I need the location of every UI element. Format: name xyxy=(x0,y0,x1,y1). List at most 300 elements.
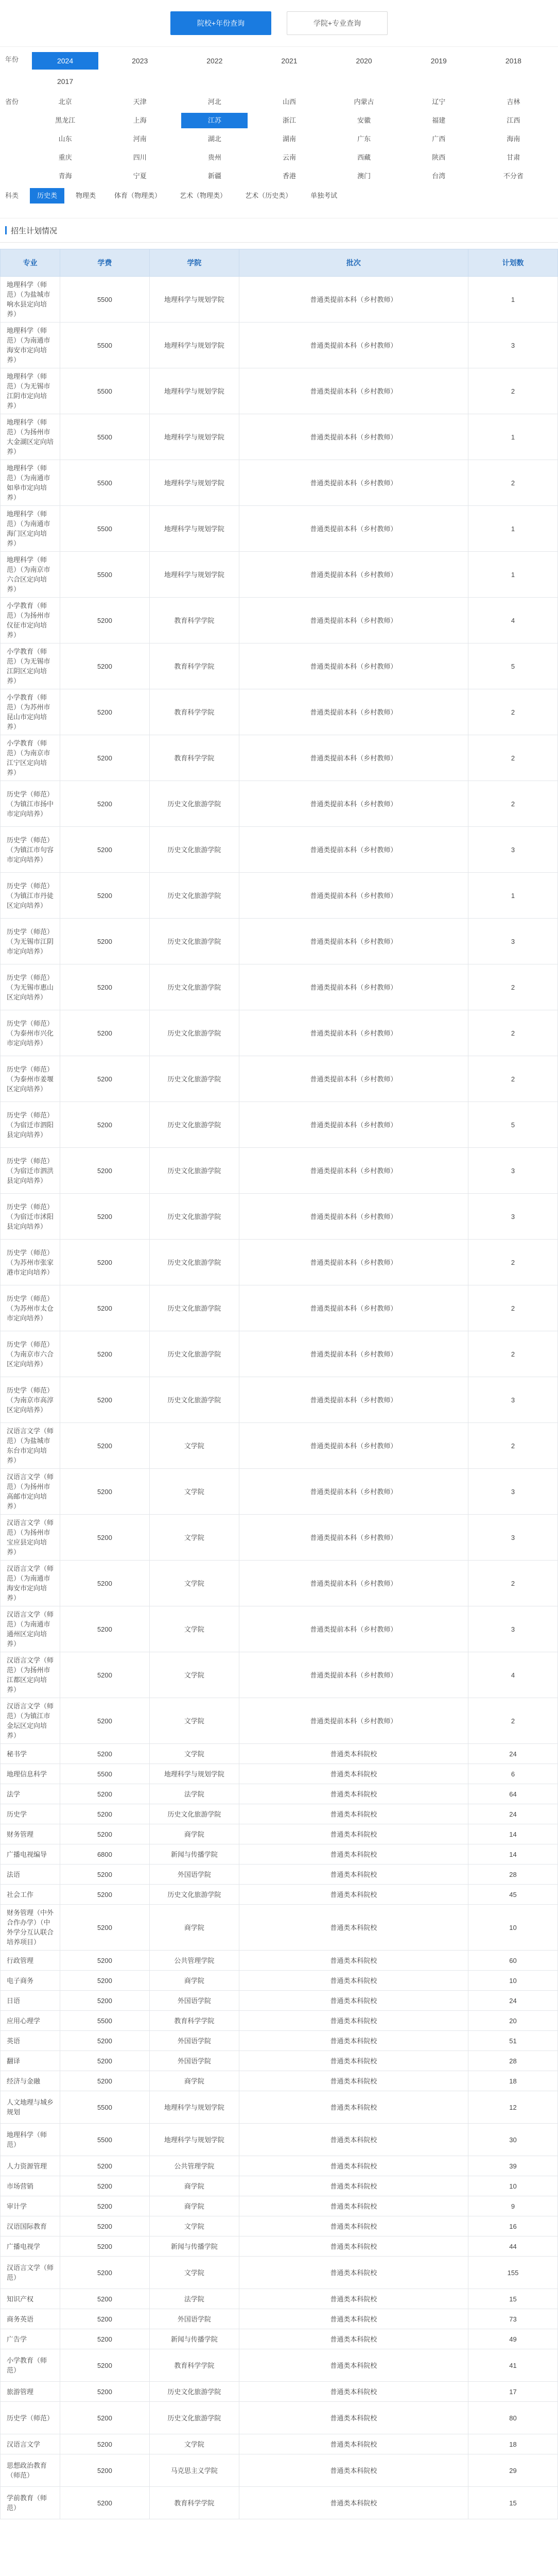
cell-college: 历史文化旅游学院 xyxy=(149,1331,239,1377)
cell-plan-count: 24 xyxy=(468,1804,558,1824)
cell-plan-count: 39 xyxy=(468,2156,558,2176)
cell-tuition: 5200 xyxy=(60,919,149,964)
table-row xyxy=(1,506,558,552)
province-option[interactable]: 吉林 xyxy=(507,98,520,106)
table-row xyxy=(1,1698,558,1744)
cell-tuition: 5500 xyxy=(60,2091,149,2124)
table-row xyxy=(1,2051,558,2071)
cell-batch: 普通类提前本科（乡村教师） xyxy=(239,1515,468,1561)
cell-major: 历史学（师范）（为镇江市丹徒区定向培养） xyxy=(1,873,60,919)
table-row xyxy=(1,1148,558,1194)
cell-plan-count: 9 xyxy=(468,2196,558,2216)
cell-college: 商学院 xyxy=(149,2176,239,2196)
cell-batch: 普通类本科院校 xyxy=(239,2011,468,2031)
header-plan-count: 计划数 xyxy=(468,249,558,277)
cell-major: 审计学 xyxy=(1,2196,60,2216)
year-filter-label: 年份 xyxy=(5,56,19,63)
cell-batch: 普通类提前本科（乡村教师） xyxy=(239,827,468,873)
cell-batch: 普通类本科院校 xyxy=(239,2382,468,2402)
subject-options xyxy=(28,188,558,204)
cell-tuition: 5200 xyxy=(60,1561,149,1606)
cell-major: 思想政治教育（师范） xyxy=(1,2454,60,2487)
cell-major: 地理科学（师范）（为无锡市江阴市定向培养） xyxy=(1,368,60,414)
cell-major: 小学教育（师范）（为扬州市仪征市定向培养） xyxy=(1,598,60,643)
province-option[interactable]: 北京 xyxy=(58,98,72,106)
cell-tuition: 5200 xyxy=(60,1652,149,1698)
cell-plan-count: 155 xyxy=(468,2257,558,2289)
province-option[interactable]: 湖南 xyxy=(282,135,296,143)
province-option[interactable]: 河北 xyxy=(207,98,221,106)
cell-major: 历史学（师范）（为无锡市惠山区定向培养） xyxy=(1,964,60,1010)
province-option[interactable]: 河南 xyxy=(133,135,147,143)
cell-batch: 普通类本科院校 xyxy=(239,1951,468,1971)
province-option[interactable]: 山东 xyxy=(58,135,72,143)
cell-major: 地理科学（师范）（为南京市六合区定向培养） xyxy=(1,552,60,598)
table-row xyxy=(1,2487,558,2519)
cell-plan-count: 1 xyxy=(468,506,558,552)
cell-tuition: 5200 xyxy=(60,2071,149,2091)
cell-plan-count: 1 xyxy=(468,873,558,919)
cell-batch: 普通类提前本科（乡村教师） xyxy=(239,277,468,323)
enrollment-plan-table xyxy=(0,249,558,2519)
cell-tuition: 5200 xyxy=(60,1010,149,1056)
cell-batch: 普通类提前本科（乡村教师） xyxy=(239,1698,468,1744)
cell-major: 小学教育（师范）（为无锡市江阴区定向培养） xyxy=(1,643,60,689)
cell-major: 汉语言文学（师范）（为扬州市江都区定向培养） xyxy=(1,1652,60,1698)
cell-tuition: 5500 xyxy=(60,506,149,552)
year-option-2023[interactable]: 2023 xyxy=(132,57,148,65)
cell-tuition: 5200 xyxy=(60,2176,149,2196)
cell-plan-count: 60 xyxy=(468,1951,558,1971)
cell-major: 英语 xyxy=(1,2031,60,2051)
cell-college: 地理科学与规划学院 xyxy=(149,552,239,598)
cell-batch: 普通类本科院校 xyxy=(239,2434,468,2454)
province-option[interactable]: 澳门 xyxy=(357,172,371,180)
cell-college: 外国语学院 xyxy=(149,1865,239,1885)
cell-plan-count: 2 xyxy=(468,689,558,735)
province-option[interactable]: 福建 xyxy=(432,116,446,124)
table-row xyxy=(1,1905,558,1951)
province-option[interactable]: 台湾 xyxy=(432,172,446,180)
cell-college: 外国语学院 xyxy=(149,1991,239,2011)
cell-college: 历史文化旅游学院 xyxy=(149,1194,239,1240)
subject-option[interactable]: 单独考试 xyxy=(310,192,338,199)
table-row xyxy=(1,689,558,735)
province-option[interactable]: 内蒙古 xyxy=(354,98,374,106)
cell-tuition: 5200 xyxy=(60,735,149,781)
cell-plan-count: 3 xyxy=(468,1469,558,1515)
cell-major: 地理信息科学 xyxy=(1,1764,60,1784)
cell-major: 应用心理学 xyxy=(1,2011,60,2031)
province-filter-row xyxy=(0,94,558,184)
cell-tuition: 5500 xyxy=(60,1764,149,1784)
province-option[interactable]: 山西 xyxy=(282,98,296,106)
cell-tuition: 5200 xyxy=(60,2382,149,2402)
cell-batch: 普通类本科院校 xyxy=(239,1804,468,1824)
header-tuition: 学费 xyxy=(60,249,149,277)
cell-tuition: 5200 xyxy=(60,2196,149,2216)
cell-tuition: 5200 xyxy=(60,1056,149,1102)
subject-option[interactable]: 历史类 xyxy=(30,188,64,204)
cell-major: 经济与金融 xyxy=(1,2071,60,2091)
cell-college: 文学院 xyxy=(149,2216,239,2236)
cell-batch: 普通类提前本科（乡村教师） xyxy=(239,1331,468,1377)
province-option[interactable]: 浙江 xyxy=(282,116,296,124)
cell-major: 历史学（师范）（为无锡市江阴市定向培养） xyxy=(1,919,60,964)
table-row xyxy=(1,1377,558,1423)
year-option-2018[interactable]: 2018 xyxy=(505,57,521,65)
cell-major: 历史学（师范）（为镇江市句容市定向培养） xyxy=(1,827,60,873)
cell-batch: 普通类本科院校 xyxy=(239,1844,468,1865)
cell-batch: 普通类提前本科（乡村教师） xyxy=(239,1377,468,1423)
cell-college: 历史文化旅游学院 xyxy=(149,1056,239,1102)
cell-major: 汉语言文学（师范） xyxy=(1,2257,60,2289)
header-batch: 批次 xyxy=(239,249,468,277)
cell-plan-count: 10 xyxy=(468,2176,558,2196)
table-row xyxy=(1,781,558,827)
cell-major: 行政管理 xyxy=(1,1951,60,1971)
cell-tuition: 5200 xyxy=(60,2257,149,2289)
header-major: 专业 xyxy=(1,249,60,277)
cell-batch: 普通类本科院校 xyxy=(239,1865,468,1885)
table-row xyxy=(1,1824,558,1844)
cell-college: 地理科学与规划学院 xyxy=(149,323,239,368)
cell-major: 历史学（师范）（为宿迁市泗阳县定向培养） xyxy=(1,1102,60,1148)
cell-tuition: 5200 xyxy=(60,598,149,643)
cell-batch: 普通类提前本科（乡村教师） xyxy=(239,964,468,1010)
cell-tuition: 5200 xyxy=(60,2349,149,2382)
cell-college: 历史文化旅游学院 xyxy=(149,827,239,873)
cell-plan-count: 2 xyxy=(468,1331,558,1377)
cell-major: 人力资源管理 xyxy=(1,2156,60,2176)
cell-plan-count: 2 xyxy=(468,368,558,414)
cell-tuition: 5200 xyxy=(60,1515,149,1561)
province-option[interactable]: 重庆 xyxy=(58,154,72,161)
province-option[interactable]: 青海 xyxy=(58,172,72,180)
cell-major: 历史学（师范）（为南京市高淳区定向培养） xyxy=(1,1377,60,1423)
province-option[interactable]: 安徽 xyxy=(357,116,371,124)
province-option[interactable]: 新疆 xyxy=(207,172,221,180)
cell-major: 地理科学（师范）（为南通市如皋市定向培养） xyxy=(1,460,60,506)
cell-plan-count: 3 xyxy=(468,1148,558,1194)
cell-major: 广告学 xyxy=(1,2329,60,2349)
cell-tuition: 5200 xyxy=(60,1148,149,1194)
cell-plan-count: 18 xyxy=(468,2071,558,2091)
cell-batch: 普通类本科院校 xyxy=(239,2349,468,2382)
table-row xyxy=(1,1844,558,1865)
cell-major: 法学 xyxy=(1,1784,60,1804)
cell-tuition: 5200 xyxy=(60,1240,149,1285)
cell-tuition: 5200 xyxy=(60,1377,149,1423)
cell-major: 小学教育（师范）（为南京市江宁区定向培养） xyxy=(1,735,60,781)
cell-plan-count: 28 xyxy=(468,1865,558,1885)
cell-batch: 普通类提前本科（乡村教师） xyxy=(239,689,468,735)
cell-major: 地理科学（师范）（为盐城市响水县定向培养） xyxy=(1,277,60,323)
year-option-2017[interactable]: 2017 xyxy=(57,77,74,86)
table-row xyxy=(1,1764,558,1784)
province-option[interactable]: 广东 xyxy=(357,135,371,143)
cell-plan-count: 16 xyxy=(468,2216,558,2236)
cell-college: 教育科学学院 xyxy=(149,643,239,689)
cell-batch: 普通类本科院校 xyxy=(239,2091,468,2124)
cell-college: 商学院 xyxy=(149,2071,239,2091)
cell-major: 社会工作 xyxy=(1,1885,60,1905)
table-row xyxy=(1,2031,558,2051)
cell-batch: 普通类本科院校 xyxy=(239,1824,468,1844)
cell-plan-count: 80 xyxy=(468,2402,558,2434)
province-option[interactable]: 黑龙江 xyxy=(55,116,76,124)
table-row xyxy=(1,1991,558,2011)
cell-major: 历史学（师范）（为宿迁市沭阳县定向培养） xyxy=(1,1194,60,1240)
table-row xyxy=(1,1423,558,1469)
cell-tuition: 5200 xyxy=(60,1824,149,1844)
cell-college: 新闻与传播学院 xyxy=(149,1844,239,1865)
table-row xyxy=(1,277,558,323)
cell-tuition: 5200 xyxy=(60,1905,149,1951)
year-option-2021[interactable]: 2021 xyxy=(281,57,298,65)
cell-college: 商学院 xyxy=(149,1905,239,1951)
cell-plan-count: 3 xyxy=(468,1606,558,1652)
cell-major: 地理科学（师范）（为扬州市大金湖区定向培养） xyxy=(1,414,60,460)
cell-plan-count: 45 xyxy=(468,1885,558,1905)
table-row xyxy=(1,1784,558,1804)
cell-batch: 普通类本科院校 xyxy=(239,2329,468,2349)
cell-plan-count: 12 xyxy=(468,2091,558,2124)
cell-tuition: 5500 xyxy=(60,323,149,368)
cell-batch: 普通类提前本科（乡村教师） xyxy=(239,1056,468,1102)
cell-tuition: 5200 xyxy=(60,1744,149,1764)
cell-major: 财务管理 xyxy=(1,1824,60,1844)
cell-plan-count: 2 xyxy=(468,1010,558,1056)
cell-college: 地理科学与规划学院 xyxy=(149,1764,239,1784)
cell-plan-count: 49 xyxy=(468,2329,558,2349)
cell-plan-count: 5 xyxy=(468,1102,558,1148)
cell-college: 文学院 xyxy=(149,1744,239,1764)
tab-school-year-query[interactable]: 院校+年份查询 xyxy=(170,11,271,35)
cell-tuition: 6800 xyxy=(60,1844,149,1865)
cell-tuition: 5200 xyxy=(60,1331,149,1377)
cell-tuition: 5500 xyxy=(60,552,149,598)
cell-tuition: 5200 xyxy=(60,1971,149,1991)
province-option[interactable]: 香港 xyxy=(282,172,296,180)
cell-plan-count: 15 xyxy=(468,2487,558,2519)
cell-plan-count: 24 xyxy=(468,1991,558,2011)
cell-college: 历史文化旅游学院 xyxy=(149,1240,239,1285)
section-header xyxy=(0,218,558,243)
cell-plan-count: 20 xyxy=(468,2011,558,2031)
province-option[interactable]: 西藏 xyxy=(357,154,371,161)
cell-plan-count: 4 xyxy=(468,598,558,643)
cell-major: 汉语言文学（师范）（为扬州市宝应县定向培养） xyxy=(1,1515,60,1561)
subject-option[interactable]: 物理类 xyxy=(76,192,96,199)
year-option-2019[interactable]: 2019 xyxy=(430,57,447,65)
cell-tuition: 5200 xyxy=(60,1865,149,1885)
table-row xyxy=(1,1971,558,1991)
province-option[interactable]: 江西 xyxy=(507,116,520,124)
cell-batch: 普通类本科院校 xyxy=(239,2051,468,2071)
cell-batch: 普通类提前本科（乡村教师） xyxy=(239,1606,468,1652)
cell-college: 地理科学与规划学院 xyxy=(149,2124,239,2156)
cell-college: 历史文化旅游学院 xyxy=(149,1102,239,1148)
cell-tuition: 5200 xyxy=(60,1285,149,1331)
cell-tuition: 5500 xyxy=(60,368,149,414)
cell-major: 财务管理（中外合作办学）（中外学分互认联合培养项目） xyxy=(1,1905,60,1951)
subject-option[interactable]: 艺术（历史类） xyxy=(245,192,292,199)
province-option[interactable]: 湖北 xyxy=(207,135,221,143)
subject-option[interactable]: 艺术（物理类） xyxy=(180,192,227,199)
cell-batch: 普通类提前本科（乡村教师） xyxy=(239,643,468,689)
cell-tuition: 5200 xyxy=(60,2454,149,2487)
cell-tuition: 5200 xyxy=(60,2156,149,2176)
cell-college: 文学院 xyxy=(149,1469,239,1515)
cell-batch: 普通类本科院校 xyxy=(239,2236,468,2257)
cell-college: 地理科学与规划学院 xyxy=(149,277,239,323)
enrollment-plan-table-wrap xyxy=(0,243,558,2519)
cell-plan-count: 30 xyxy=(468,2124,558,2156)
cell-college: 马克思主义学院 xyxy=(149,2454,239,2487)
cell-plan-count: 2 xyxy=(468,735,558,781)
cell-tuition: 5200 xyxy=(60,873,149,919)
table-row xyxy=(1,1056,558,1102)
cell-major: 历史学（师范）（为南京市六合区定向培养） xyxy=(1,1331,60,1377)
table-row xyxy=(1,1010,558,1056)
cell-tuition: 5200 xyxy=(60,1423,149,1469)
cell-plan-count: 2 xyxy=(468,1423,558,1469)
province-option[interactable]: 贵州 xyxy=(207,154,221,161)
cell-batch: 普通类本科院校 xyxy=(239,2176,468,2196)
table-row xyxy=(1,1606,558,1652)
cell-tuition: 5200 xyxy=(60,689,149,735)
cell-major: 法语 xyxy=(1,1865,60,1885)
table-row xyxy=(1,1561,558,1606)
cell-college: 外国语学院 xyxy=(149,2051,239,2071)
province-option[interactable]: 宁夏 xyxy=(133,172,147,180)
cell-batch: 普通类提前本科（乡村教师） xyxy=(239,368,468,414)
cell-major: 学前教育（师范） xyxy=(1,2487,60,2519)
cell-tuition: 5200 xyxy=(60,1606,149,1652)
table-row xyxy=(1,552,558,598)
cell-batch: 普通类本科院校 xyxy=(239,1991,468,2011)
cell-tuition: 5200 xyxy=(60,2434,149,2454)
cell-college: 商学院 xyxy=(149,1971,239,1991)
cell-tuition: 5200 xyxy=(60,2051,149,2071)
cell-college: 商学院 xyxy=(149,2196,239,2216)
province-option[interactable]: 广西 xyxy=(432,135,446,143)
cell-major: 小学教育（师范） xyxy=(1,2349,60,2382)
cell-batch: 普通类提前本科（乡村教师） xyxy=(239,873,468,919)
cell-major: 汉语言文学（师范）（为镇江市金坛区定向培养） xyxy=(1,1698,60,1744)
cell-college: 文学院 xyxy=(149,1698,239,1744)
province-option[interactable]: 甘肃 xyxy=(507,154,520,161)
cell-plan-count: 64 xyxy=(468,1784,558,1804)
cell-major: 知识产权 xyxy=(1,2289,60,2309)
cell-college: 公共管理学院 xyxy=(149,1951,239,1971)
table-row xyxy=(1,1885,558,1905)
cell-major: 广播电视学 xyxy=(1,2236,60,2257)
cell-major: 汉语国际教育 xyxy=(1,2216,60,2236)
cell-plan-count: 10 xyxy=(468,1971,558,1991)
cell-batch: 普通类本科院校 xyxy=(239,2487,468,2519)
table-row xyxy=(1,2236,558,2257)
cell-batch: 普通类提前本科（乡村教师） xyxy=(239,1148,468,1194)
table-row xyxy=(1,323,558,368)
cell-tuition: 5200 xyxy=(60,2216,149,2236)
tab-college-major-query[interactable]: 学院+专业查询 xyxy=(287,11,388,35)
cell-tuition: 5200 xyxy=(60,1951,149,1971)
cell-batch: 普通类提前本科（乡村教师） xyxy=(239,552,468,598)
province-option[interactable]: 不分省 xyxy=(503,172,524,180)
cell-college: 历史文化旅游学院 xyxy=(149,1148,239,1194)
table-header-row xyxy=(1,249,558,277)
cell-college: 历史文化旅游学院 xyxy=(149,964,239,1010)
province-option[interactable]: 云南 xyxy=(282,154,296,161)
cell-college: 历史文化旅游学院 xyxy=(149,1285,239,1331)
cell-plan-count: 5 xyxy=(468,643,558,689)
cell-tuition: 5200 xyxy=(60,2236,149,2257)
cell-tuition: 5200 xyxy=(60,1469,149,1515)
subject-filter-row xyxy=(0,188,558,204)
cell-plan-count: 4 xyxy=(468,1652,558,1698)
province-option[interactable]: 辽宁 xyxy=(432,98,446,106)
year-option-2022[interactable]: 2022 xyxy=(206,57,223,65)
subject-option[interactable]: 体育（物理类） xyxy=(114,192,162,199)
cell-plan-count: 15 xyxy=(468,2289,558,2309)
mode-tabs xyxy=(0,0,558,47)
table-row xyxy=(1,2091,558,2124)
table-row xyxy=(1,2176,558,2196)
cell-college: 地理科学与规划学院 xyxy=(149,368,239,414)
cell-tuition: 5200 xyxy=(60,2289,149,2309)
table-row xyxy=(1,2216,558,2236)
cell-plan-count: 1 xyxy=(468,414,558,460)
cell-plan-count: 2 xyxy=(468,1285,558,1331)
cell-college: 新闻与传播学院 xyxy=(149,2236,239,2257)
cell-major: 汉语言文学（师范）（为盐城市东台市定向培养） xyxy=(1,1423,60,1469)
cell-tuition: 5200 xyxy=(60,1885,149,1905)
table-row xyxy=(1,735,558,781)
cell-batch: 普通类提前本科（乡村教师） xyxy=(239,1423,468,1469)
year-option-2020[interactable]: 2020 xyxy=(356,57,372,65)
cell-plan-count: 3 xyxy=(468,919,558,964)
section-accent-bar xyxy=(5,226,7,234)
cell-college: 商学院 xyxy=(149,1824,239,1844)
cell-major: 历史学（师范） xyxy=(1,2402,60,2434)
cell-college: 教育科学学院 xyxy=(149,735,239,781)
year-option-2024[interactable]: 2024 xyxy=(32,52,98,70)
cell-major: 历史学（师范）（为镇江市扬中市定向培养） xyxy=(1,781,60,827)
cell-tuition: 5200 xyxy=(60,643,149,689)
province-option[interactable]: 天津 xyxy=(133,98,147,106)
province-option[interactable]: 上海 xyxy=(133,116,147,124)
province-option[interactable]: 四川 xyxy=(133,154,147,161)
cell-major: 小学教育（师范）（为苏州市昆山市定向培养） xyxy=(1,689,60,735)
table-row xyxy=(1,1285,558,1331)
province-option[interactable]: 海南 xyxy=(507,135,520,143)
province-option[interactable]: 陕西 xyxy=(432,154,446,161)
table-row xyxy=(1,919,558,964)
cell-plan-count: 18 xyxy=(468,2434,558,2454)
province-option[interactable]: 江苏 xyxy=(181,113,248,128)
cell-college: 历史文化旅游学院 xyxy=(149,873,239,919)
cell-college: 历史文化旅游学院 xyxy=(149,781,239,827)
cell-major: 汉语言文学 xyxy=(1,2434,60,2454)
table-row xyxy=(1,1652,558,1698)
table-row xyxy=(1,2257,558,2289)
cell-plan-count: 73 xyxy=(468,2309,558,2329)
province-options xyxy=(28,94,558,184)
table-row xyxy=(1,2454,558,2487)
cell-batch: 普通类本科院校 xyxy=(239,2031,468,2051)
